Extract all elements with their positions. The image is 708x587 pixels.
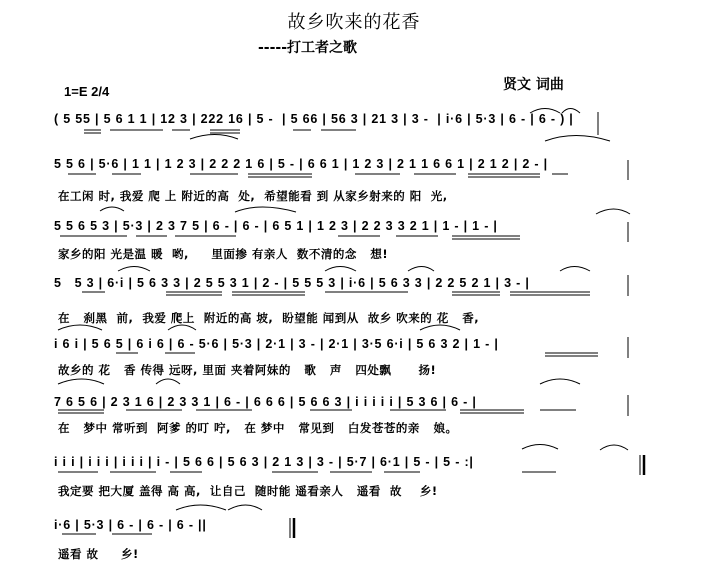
system-2-lyrics: 在工闲 时, 我爱 爬 上 附近的高 处, 希望能看 到 从家乡射来的 阳 光,: [58, 189, 448, 203]
system-1-notes: ( 5 55 | 5 6 1 1 | 12 3 | 222 16 | 5 - | 5 66 | 56 3 | 21 3 | 3 - | i·6 | 5·3 | 6 - | 6 - ) |: [54, 112, 574, 126]
song-subtitle: -----打工者之歌: [258, 40, 358, 56]
system-4-lyrics: 在 刹黑 前, 我爱 爬上 附近的高 坡, 盼望能 闻到从 故乡 吹来的 花 香,: [58, 311, 480, 325]
system-5-notes: i 6 i | 5 6 5 | 6 i 6 | 6 - 5·6 | 5·3 | 2·1 | 3 - | 2·1 | 3·5 6·i | 5 6 3 2 | 1 - |: [54, 337, 499, 351]
system-3-notes: 5 5 6 5 3 | 5·3 | 2 3 7 5 | 6 - | 6 - | 6 5 1 | 1 2 3 | 2 2 3 3 2 1 | 1 - | 1 - |: [54, 219, 498, 233]
system-5-lyrics: 故乡的 花 香 传得 远呀, 里面 夹着阿妹的 歌 声 四处飘 扬!: [58, 363, 437, 377]
system-4-notes: 5 5 3 | 6·i | 5 6 3 3 | 2 5 5 3 1 | 2 - | 5 5 5 3 | i·6 | 5 6 3 3 | 2 2 5 2 1 | 3 - |: [54, 276, 530, 290]
system-8-lyrics: 遥看 故 乡!: [58, 547, 139, 561]
system-8-notes: i·6 | 5·3 | 6 - | 6 - | 6 - ||: [54, 518, 207, 532]
system-7-lyrics: 我定要 把大厦 盖得 高 高, 让自己 随时能 遥看亲人 遥看 故 乡!: [58, 484, 438, 498]
song-title: 故乡吹来的花香: [287, 12, 421, 33]
system-2-notes: 5 5 6 | 5·6 | 1 1 | 1 2 3 | 2 2 2 1 6 | 5 - | 6 6 1 | 1 2 3 | 2 1 1 6 6 1 | 2 1 2 | 2 - |: [54, 157, 548, 171]
system-6-notes: 7 6 5 6 | 2 3 1 6 | 2 3 3 1 | 6 - | 6 6 6 | 5 6 6 3 | i i i i i | 5 3 6 | 6 - |: [54, 395, 477, 409]
system-6-lyrics: 在 梦中 常听到 阿爹 的叮 咛, 在 梦中 常见到 白发苍苍的亲 娘。: [58, 421, 458, 435]
system-7-notes: i i i | i i i | i i i | i - | 5 6 6 | 5 6 3 | 2 1 3 | 3 - | 5·7 | 6·1 | 5 - | 5 - :|: [54, 455, 474, 469]
key-signature: 1=E 2/4: [64, 84, 110, 99]
system-3-lyrics: 家乡的阳 光是温 暖 哟, 里面掺 有亲人 数不清的念 想!: [58, 247, 389, 261]
lyricist-composer: 贤文 词曲: [503, 77, 564, 93]
